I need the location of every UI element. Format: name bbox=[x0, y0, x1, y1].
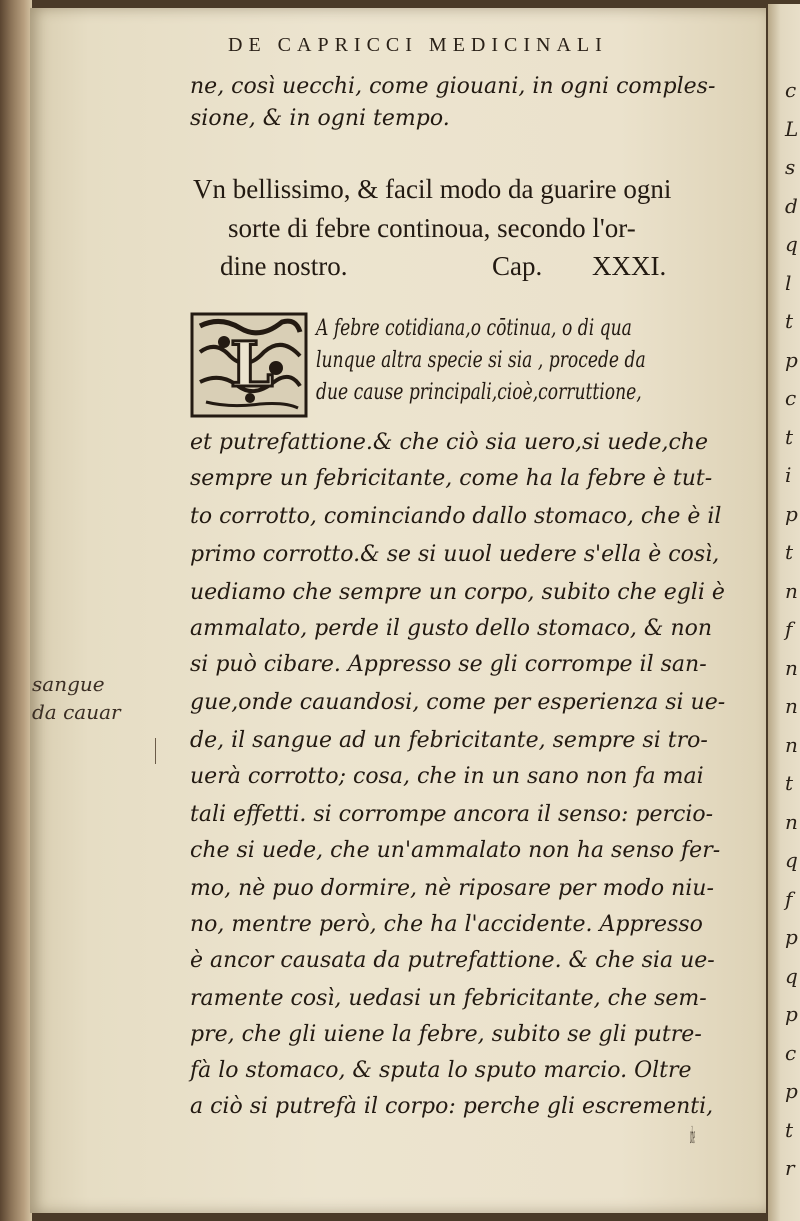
intro-line-1: ne, così uecchi, come giouani, in ogni comples- bbox=[190, 74, 716, 99]
book-binding bbox=[0, 0, 32, 1221]
chapter-heading-cap: Cap. bbox=[492, 251, 543, 281]
body-line-18: è ancor causata da putrefattione. & che sia ue- bbox=[190, 948, 715, 973]
next-page-letter: c bbox=[785, 78, 797, 102]
body-line-16: mo, nè puo dormire, nè riposare per modo niu- bbox=[190, 876, 714, 901]
body-line-15: che si uede, che un'ammalato non ha senso fer- bbox=[190, 838, 721, 863]
next-page-letter: p bbox=[785, 502, 798, 526]
body-line-5: sempre un febricitante, come ha la febre è tut- bbox=[190, 466, 713, 491]
decorated-initial-icon bbox=[190, 312, 308, 418]
next-page-letter: t bbox=[785, 309, 794, 333]
next-page-letter: f bbox=[785, 617, 793, 641]
body-line-12: de, il sangue ad un febricitante, sempre si tro- bbox=[190, 728, 708, 753]
next-page-letter: d bbox=[785, 194, 798, 218]
next-page-letter: p bbox=[785, 348, 798, 372]
body-line-14: tali effetti. si corrompe ancora il senso: percio- bbox=[190, 802, 714, 827]
body-line-1: A febre cotidiana,o cōtinua, o di qua bbox=[316, 316, 632, 341]
body-line-7: primo corrotto.& se si uuol uedere s'ella è così, bbox=[190, 542, 720, 567]
body-line-21: fà lo stomaco, & sputa lo sputo marcio. Oltre bbox=[190, 1058, 692, 1083]
margin-note-2: da cauar bbox=[32, 700, 121, 724]
body-line-9: ammalato, perde il gusto dello stomaco, & non bbox=[190, 616, 713, 641]
next-page-letter: q bbox=[785, 848, 798, 872]
body-line-10: si può cibare. Appresso se gli corrompe il san- bbox=[190, 652, 707, 677]
next-page-letter: q bbox=[785, 232, 798, 256]
chapter-heading-line-2: sorte di febre continoua, secondo l'or- bbox=[228, 213, 636, 243]
next-page-letter: t bbox=[785, 425, 794, 449]
body-line-22: a ciò si putrefà il corpo: perche gli escrementi, bbox=[190, 1094, 714, 1119]
next-page-letter: p bbox=[785, 1079, 798, 1103]
next-page-letter: p bbox=[785, 1002, 798, 1026]
next-page-letter: l bbox=[785, 271, 792, 295]
running-head: DE CAPRICCI MEDICINALI bbox=[228, 34, 608, 56]
next-page-letter: n bbox=[785, 694, 798, 718]
next-page-letter: c bbox=[785, 386, 797, 410]
body-line-4: et putrefattione.& che ciò sia uero,si uede,che bbox=[190, 430, 709, 455]
next-page-letter: p bbox=[785, 925, 798, 949]
body-line-17: no, mentre però, che ha l'accidente. Appresso bbox=[190, 912, 703, 937]
next-page-letter: r bbox=[785, 1156, 795, 1180]
catchword: che bbox=[690, 1124, 695, 1149]
chapter-number: XXXI. bbox=[592, 251, 667, 281]
next-page-letter: t bbox=[785, 1118, 794, 1142]
body-line-3: due cause principali,cioè,corruttione, bbox=[316, 380, 642, 405]
svg-text:L: L bbox=[230, 328, 274, 401]
decorated-initial bbox=[190, 312, 308, 418]
next-page-letter: n bbox=[785, 579, 798, 603]
margin-tick-mark bbox=[155, 738, 156, 764]
next-page-letter: t bbox=[785, 771, 794, 795]
next-page-letter: c bbox=[785, 1041, 797, 1065]
next-page-letter: q bbox=[785, 964, 798, 988]
next-page-edge bbox=[768, 4, 800, 1221]
next-page-letter: i bbox=[785, 463, 792, 487]
body-line-8: uediamo che sempre un corpo, subito che egli è bbox=[190, 580, 725, 605]
intro-line-2: sione, & in ogni tempo. bbox=[190, 106, 450, 131]
next-page-letter: n bbox=[785, 810, 798, 834]
body-line-2: lunque altra specie si sia , procede da bbox=[316, 348, 646, 373]
body-line-13: uerà corrotto; cosa, che in un sano non fa mai bbox=[190, 764, 704, 789]
next-page-letter: n bbox=[785, 733, 798, 757]
body-line-20: pre, che gli uiene la febre, subito se gli putre- bbox=[190, 1022, 702, 1047]
next-page-letter: L bbox=[785, 117, 799, 141]
next-page-letter: t bbox=[785, 540, 794, 564]
next-page-letter: f bbox=[785, 887, 793, 911]
chapter-heading-line-1: Vn bellissimo, & facil modo da guarire ogni bbox=[193, 174, 672, 204]
body-line-11: gue,onde cauandosi, come per esperienza si ue- bbox=[190, 690, 726, 715]
next-page-letter: n bbox=[785, 656, 798, 680]
chapter-heading-line-3-left: dine nostro. bbox=[220, 251, 348, 281]
margin-note-1: sangue bbox=[32, 672, 105, 696]
next-page-letter: s bbox=[785, 155, 796, 179]
body-line-6: to corrotto, cominciando dallo stomaco, che è il bbox=[190, 504, 722, 529]
body-line-19: ramente così, uedasi un febricitante, che sem- bbox=[190, 986, 707, 1011]
